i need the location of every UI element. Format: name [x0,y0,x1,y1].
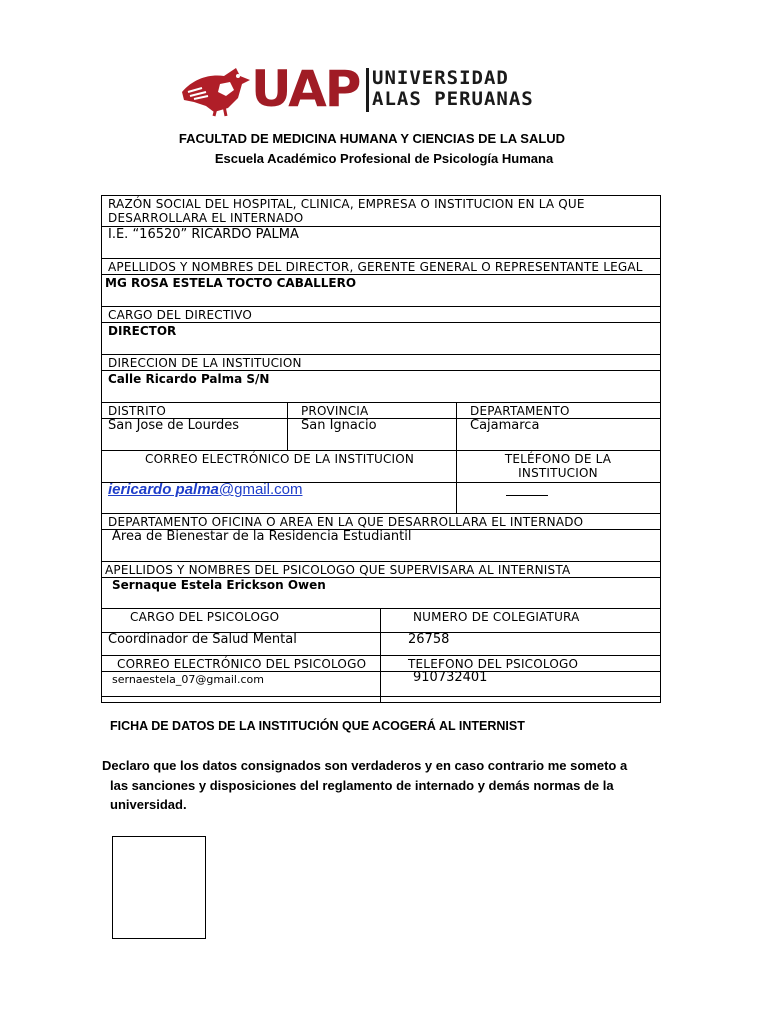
correo-psicologo-value: sernaestela_07@gmail.com [112,673,264,686]
departamento-value: Cajamarca [470,418,540,433]
logo-divider [366,68,369,112]
telefono-institucion-label-2: INSTITUCION [518,466,598,480]
colegiatura-value: 26758 [408,632,450,647]
razon-social-label-2: DESARROLLARA EL INTERNADO [108,211,304,225]
data-form-table [101,195,661,703]
provincia-value: San Ignacio [301,418,377,433]
cargo-directivo-value: DIRECTOR [108,324,177,338]
logo-acronym: UAP [251,60,360,118]
logo-name [372,68,534,110]
cargo-directivo-label: CARGO DEL DIRECTIVO [108,308,252,322]
condor-emblem-icon [180,62,252,118]
telefono-institucion-blank [506,495,548,496]
correo-institucion-value[interactable] [108,482,302,498]
telefono-institucion-label: TELÉFONO DE LA [504,452,612,466]
razon-social-value: I.E. “16520” RICARDO PALMA [108,227,299,242]
logo-line-2: ALAS PERUANAS [372,88,534,110]
correo-institucion-user: iericardo palma [108,481,219,498]
declaration-text [102,756,702,815]
faculty-title: FACULTAD DE MEDICINA HUMANA Y CIENCIAS DE LA SALUD [178,131,566,146]
director-value: MG ROSA ESTELA TOCTO CABALLERO [105,276,357,290]
direccion-label: DIRECCION DE LA INSTITUCION [108,356,302,370]
psicologo-label: APELLIDOS Y NOMBRES DEL PSICOLOGO QUE SUPERVISARA AL INTERNISTA [105,563,571,577]
correo-institucion-domain: @gmail.com [218,481,303,498]
photo-box [112,836,206,939]
correo-institucion-label: CORREO ELECTRÓNICO DE LA INSTITUCION [145,452,415,466]
distrito-value: San Jose de Lourdes [108,418,240,433]
provincia-label: PROVINCIA [301,404,369,418]
logo-line-1: UNIVERSIDAD [372,67,509,89]
distrito-label: DISTRITO [108,404,166,418]
director-label: APELLIDOS Y NOMBRES DEL DIRECTOR, GERENTE GENERAL O REPRESENTANTE LEGAL [108,260,643,274]
ficha-title: FICHA DE DATOS DE LA INSTITUCIÓN QUE ACOGERÁ AL INTERNIST [110,719,525,733]
telefono-psicologo-value: 910732401 [413,670,488,685]
declaration-line-2: las sanciones y disposiciones del reglamento de internado y demás normas de la [110,777,614,793]
area-label: DEPARTAMENTO OFICINA O AREA EN LA QUE DESARROLLARA EL INTERNADO [108,515,584,529]
declaration-line-1: Declaro que los datos consignados son verdaderos y en caso contrario me someto a [102,758,628,773]
psicologo-value: Sernaque Estela Erickson Owen [112,578,326,592]
cargo-psicologo-label: CARGO DEL PSICOLOGO [130,610,280,624]
declaration-line-3: universidad. [110,797,187,812]
school-title: Escuela Académico Profesional de Psicología Humana [214,151,554,166]
cargo-psicologo-value: Coordinador de Salud Mental [108,632,297,647]
university-logo [180,62,540,118]
razon-social-label: RAZÓN SOCIAL DEL HOSPITAL, CLINICA, EMPRESA O INSTITUCION EN LA QUE [108,197,585,211]
direccion-value: Calle Ricardo Palma S/N [108,372,270,386]
departamento-label: DEPARTAMENTO [470,404,570,418]
area-value: Area de Bienestar de la Residencia Estudiantil [112,529,412,544]
telefono-psicologo-label: TELEFONO DEL PSICOLOGO [408,657,579,671]
correo-psicologo-label: CORREO ELECTRÓNICO DEL PSICOLOGO [117,657,367,671]
colegiatura-label: NUMERO DE COLEGIATURA [413,610,580,624]
